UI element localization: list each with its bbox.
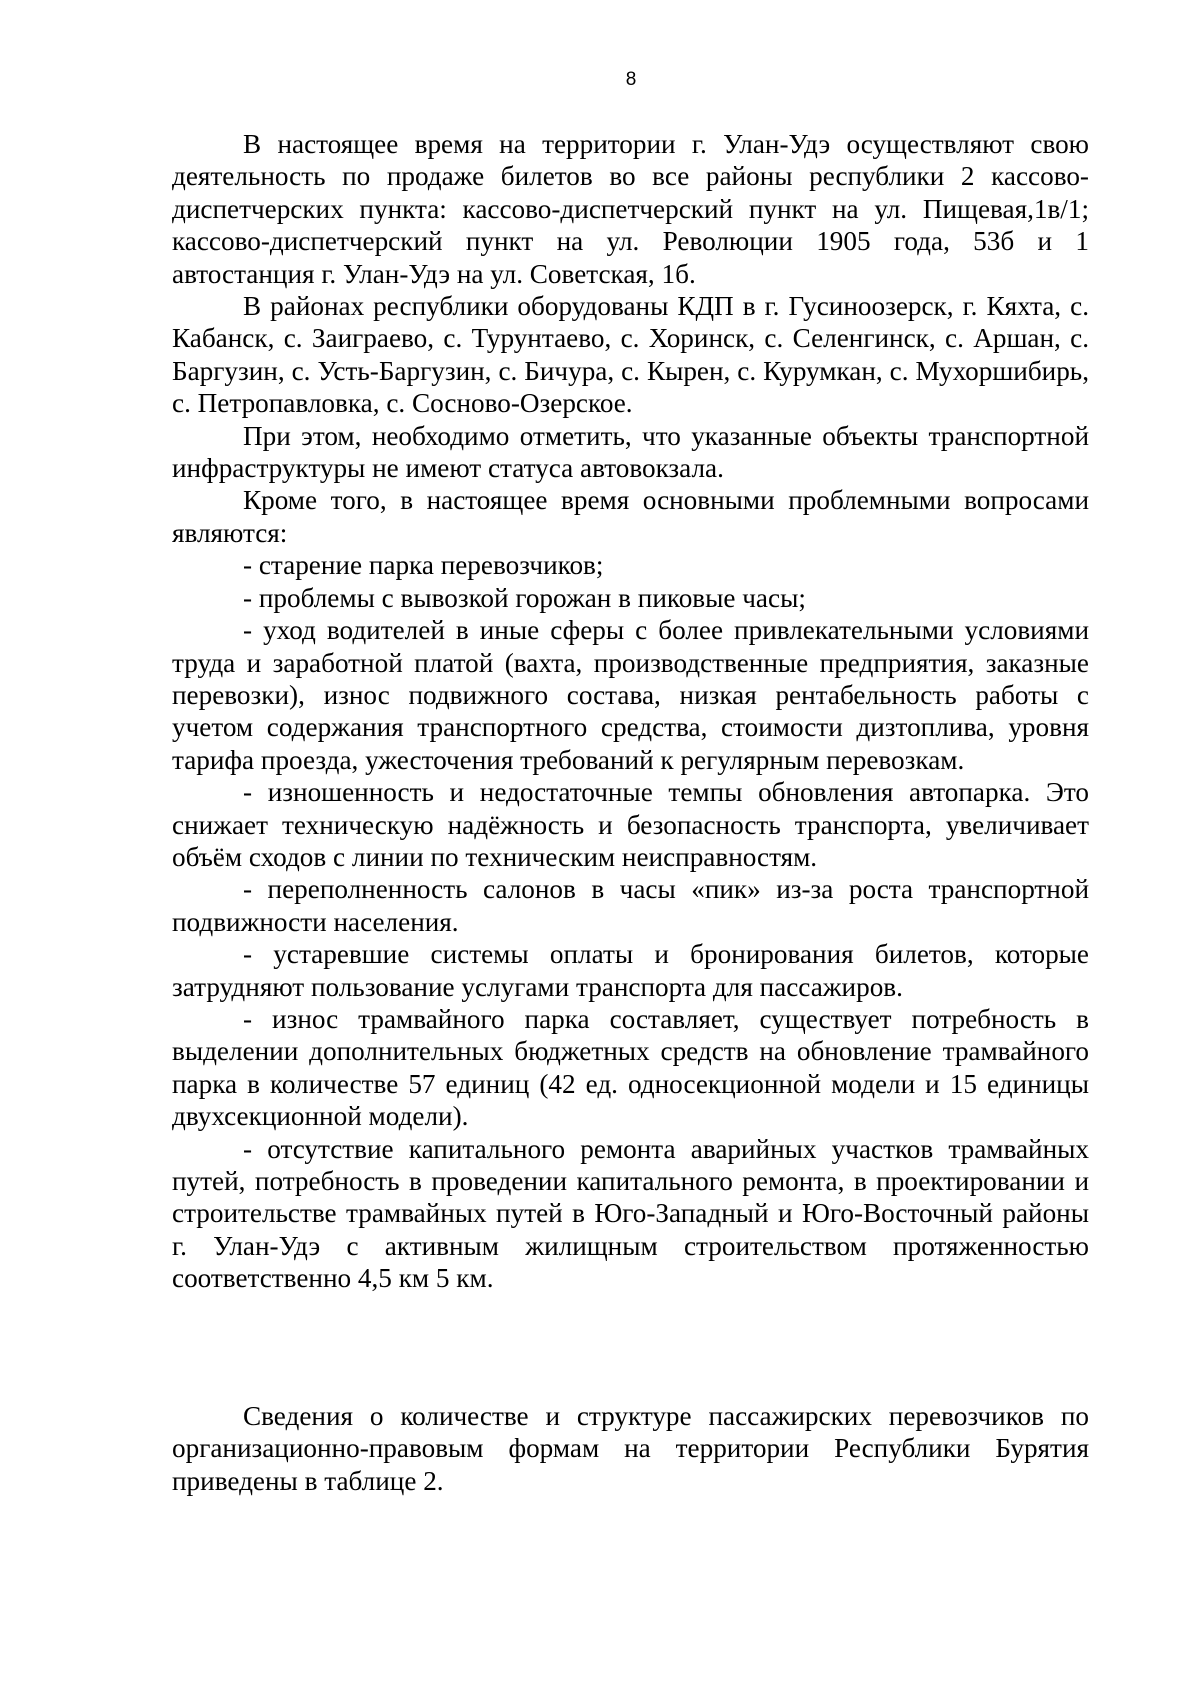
paragraph-ticket-offices: В настоящее время на территории г. Улан-Удэ осуществляют свою деятельность по продаже билетов во все районы республики 2 кассово-диспетчерских пункта: кассово-диспетчерский пункт на ул. Пищевая,1в/1; кассово-диспетчерский пункт на ул. Революции 1905 года, 53б и 1 автостанция г. Улан-Удэ на ул. Советская, 1б. <box>172 129 1089 289</box>
list-item-driver-outflow: - уход водителей в иные сферы с более привлекательными условиями труда и заработной платой (вахта, производственные предприятия, заказные перевозки), износ подвижного состава, низкая рентабельность работы с учетом содержания транспортного средства, стоимости дизтоплива, уровня тарифа проезда, ужесточения требований к регулярным перевозкам. <box>172 615 1089 775</box>
paragraph-district-kdp: В районах республики оборудованы КДП в г. Гусиноозерск, г. Кяхта, с. Кабанск, с. Заиграево, с. Турунтаево, с. Хоринск, с. Селенгинск, с. Аршан, с. Баргузин, с. Усть-Баргузин, с. Бичура, с. Кырен, с. Курумкан, с. Мухоршибирь, с. Петропавловка, с. Сосново-Озерское. <box>172 291 1089 419</box>
list-item-fleet-wear: - изношенность и недостаточные темпы обновления автопарка. Это снижает техническую надёжность и безопасность транспорта, увеличивает объём сходов с линии по техническим неисправностям. <box>172 777 1089 872</box>
list-item-peak-hours: - проблемы с вывозкой горожан в пиковые часы; <box>243 582 806 613</box>
list-item-outdated-payment: - устаревшие системы оплаты и бронирования билетов, которые затрудняют пользование услугами транспорта для пассажиров. <box>172 939 1089 1002</box>
list-item-tram-fleet: - износ трамвайного парка составляет, существует потребность в выделении дополнительных бюджетных средств на обновление трамвайного парка в количестве 57 единиц (42 ед. односекционной модели и 15 единицы двухсекционной модели). <box>172 1003 1089 1132</box>
paragraph-no-bus-station-status: При этом, необходимо отметить, что указанные объекты транспортной инфраструктуры не имеют статуса автовокзала. <box>172 420 1089 484</box>
paragraph-table-reference: Сведения о количестве и структуре пассажирских перевозчиков по организационно-правовым формам на территории Республики Бурятия приведены в таблице 2. <box>172 1401 1089 1496</box>
list-item-overcrowding: - переполненность салонов в часы «пик» из-за роста транспортной подвижности населения. <box>172 874 1089 937</box>
list-item-fleet-aging: - старение парка перевозчиков; <box>243 550 604 581</box>
table-reference-section <box>172 1400 1089 1497</box>
list-item-tram-tracks: - отсутствие капитального ремонта аварийных участков трамвайных путей, потребность в проведении капитального ремонта, в проектировании и строительстве трамвайных путей в Юго-Западный и Юго-Восточный районы г. Улан-Удэ с активным жилищным строительством протяженностью соответственно 4,5 км 5 км. <box>172 1133 1089 1294</box>
document-body <box>172 128 1089 1295</box>
page-number: 8 <box>625 69 637 90</box>
paragraph-problems-intro: Кроме того, в настоящее время основными проблемными вопросами являются: <box>172 485 1089 548</box>
